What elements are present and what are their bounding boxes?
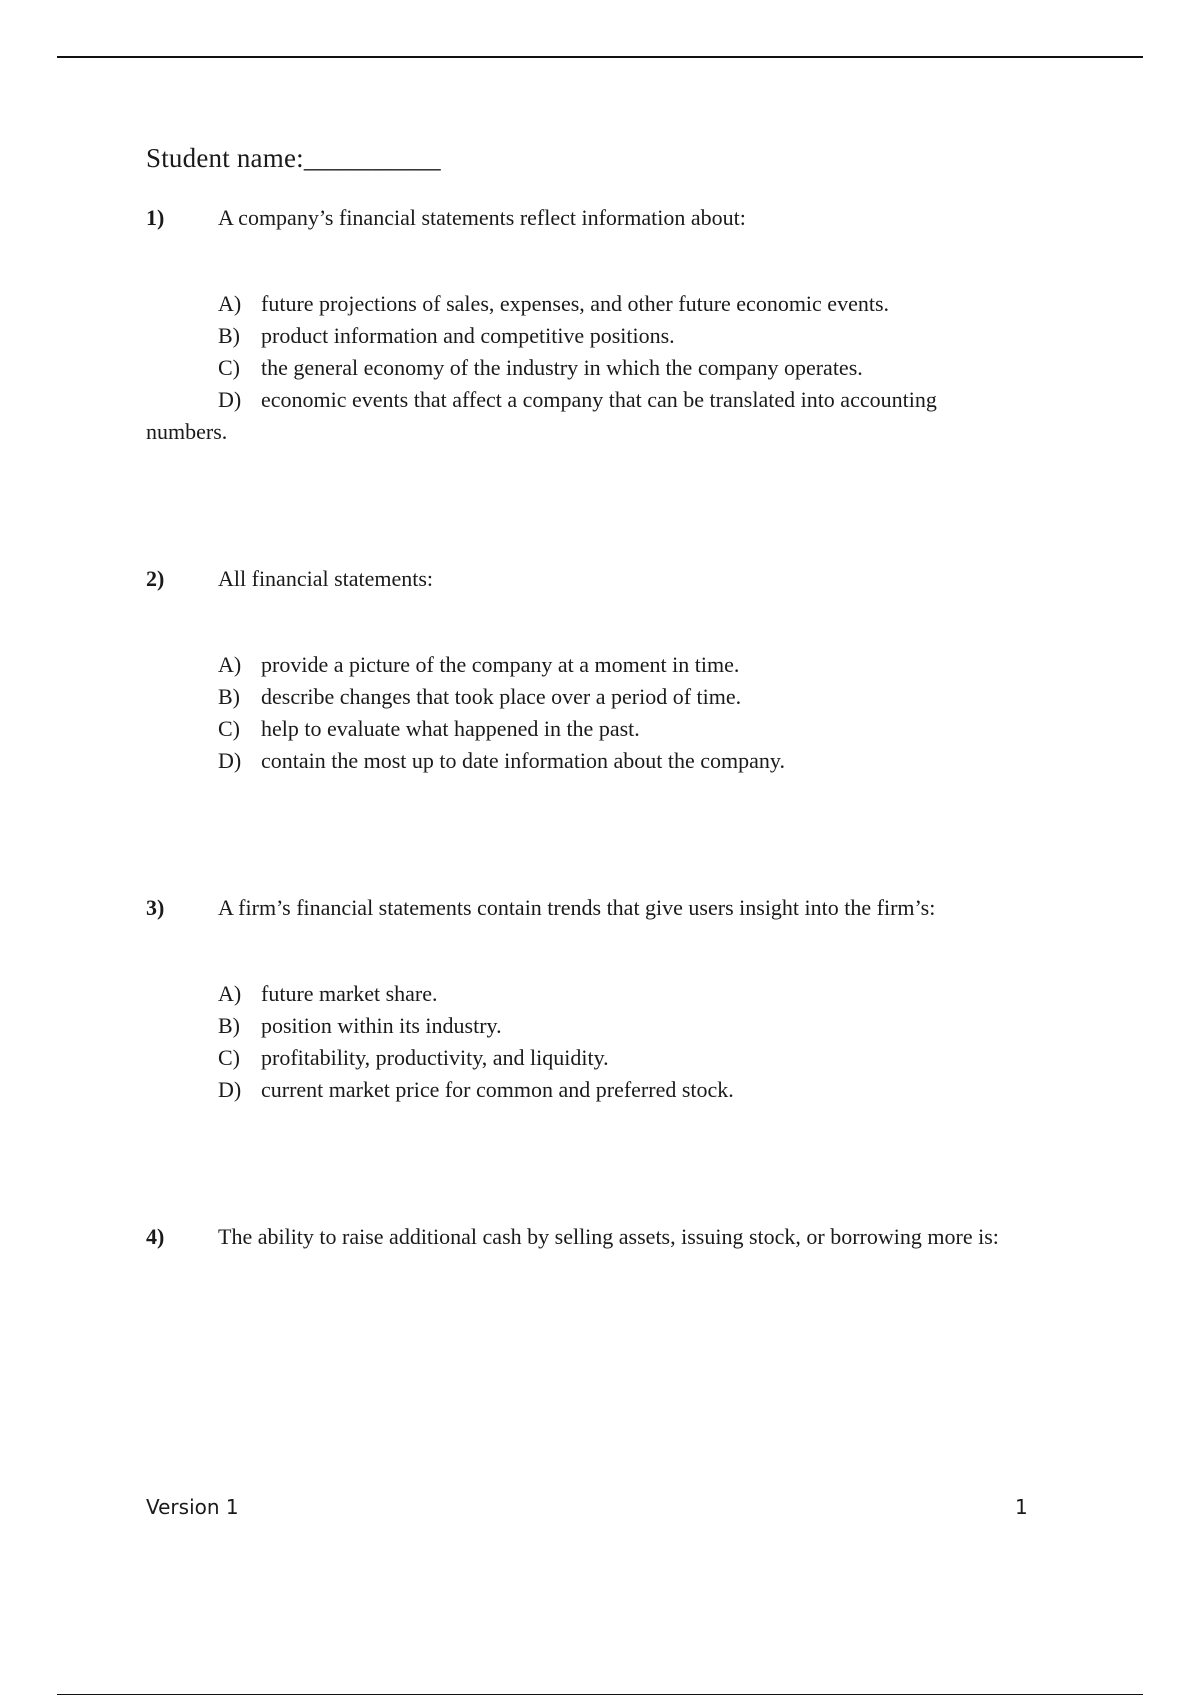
question-1-option-c[interactable] (218, 355, 863, 381)
student-name-label: Student name: (146, 143, 304, 173)
bottom-rule (57, 1694, 1143, 1695)
question-1-text: A company’s financial statements reflect information about: (218, 205, 746, 230)
option-letter: D) (218, 748, 242, 773)
question-3-option-d[interactable] (218, 1077, 734, 1103)
option-letter: A) (218, 652, 242, 677)
question-3-option-b[interactable] (218, 1013, 502, 1039)
question-1-option-b[interactable] (218, 323, 675, 349)
question-3-option-c[interactable] (218, 1045, 609, 1071)
option-text: contain the most up to date information about the company. (261, 748, 786, 773)
question-1-number: 1) (146, 205, 165, 230)
option-text: product information and competitive positions. (261, 323, 675, 348)
question-2-number: 2) (146, 566, 165, 591)
question-2-text: All financial statements: (218, 566, 434, 591)
option-letter: D) (218, 387, 242, 412)
option-text: profitability, productivity, and liquidity. (261, 1045, 609, 1070)
question-1-option-d-continuation: numbers. (146, 419, 228, 444)
question-3-option-a[interactable] (218, 981, 438, 1007)
question-2-option-a[interactable] (218, 652, 739, 678)
question-3-number: 3) (146, 895, 165, 920)
question-2-option-d[interactable] (218, 748, 785, 774)
option-text: position within its industry. (261, 1013, 502, 1038)
question-4-number: 4) (146, 1224, 165, 1249)
option-text: current market price for common and preferred stock. (261, 1077, 734, 1102)
option-letter: B) (218, 1013, 240, 1038)
option-text: future market share. (261, 981, 438, 1006)
version-label: Version 1 (146, 1495, 239, 1519)
option-letter: C) (218, 355, 240, 380)
option-letter: C) (218, 1045, 240, 1070)
page-number: 1 (1015, 1495, 1028, 1519)
option-text: future projections of sales, expenses, and other future economic events. (261, 291, 890, 316)
student-name-field[interactable] (146, 143, 441, 174)
question-2-option-b[interactable] (218, 684, 741, 710)
question-1-option-d[interactable] (218, 387, 937, 413)
option-text: help to evaluate what happened in the past. (261, 716, 640, 741)
option-text: the general economy of the industry in which the company operates. (261, 355, 863, 380)
question-1-option-a[interactable] (218, 291, 889, 317)
question-2-option-c[interactable] (218, 716, 640, 742)
option-text: economic events that affect a company that can be translated into accounting (261, 387, 937, 412)
student-name-blank[interactable]: __________ (303, 143, 441, 173)
option-text: provide a picture of the company at a moment in time. (261, 652, 740, 677)
question-3-text: A firm’s financial statements contain trends that give users insight into the firm’s: (218, 895, 936, 920)
option-text: describe changes that took place over a period of time. (261, 684, 742, 709)
option-letter: D) (218, 1077, 242, 1102)
option-letter: C) (218, 716, 240, 741)
option-letter: B) (218, 684, 240, 709)
option-letter: A) (218, 291, 242, 316)
question-4-text: The ability to raise additional cash by selling assets, issuing stock, or borrowing more is: (218, 1224, 999, 1249)
option-letter: B) (218, 323, 240, 348)
top-rule (57, 56, 1143, 58)
option-letter: A) (218, 981, 242, 1006)
